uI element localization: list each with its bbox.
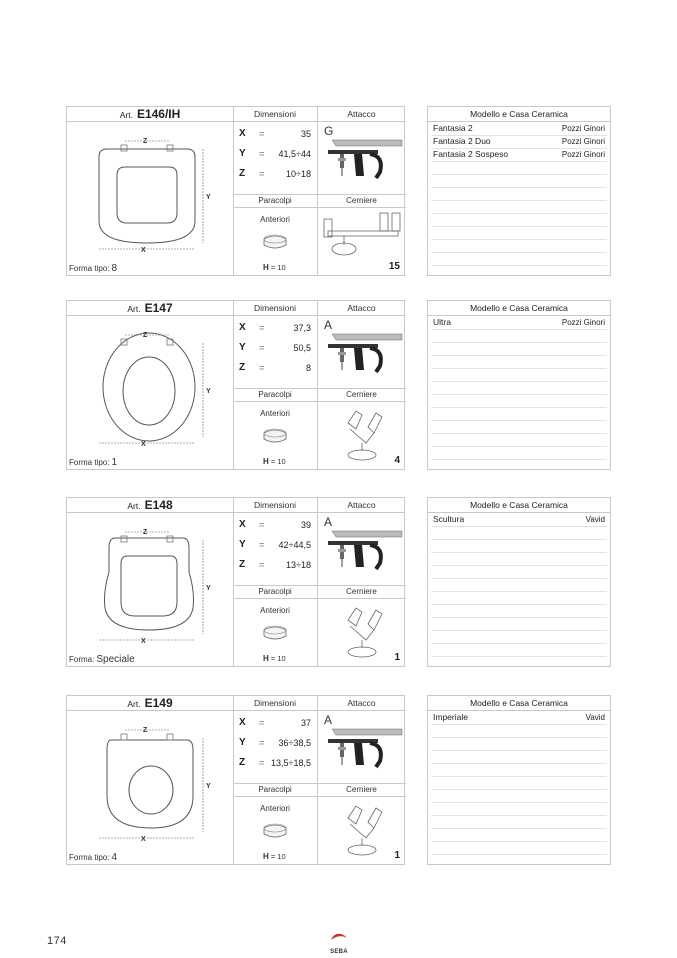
model-row bbox=[431, 591, 607, 605]
svg-text:Y: Y bbox=[206, 388, 211, 395]
dimensions bbox=[233, 315, 317, 388]
h-value: = 10 bbox=[270, 263, 286, 272]
model-row bbox=[431, 724, 607, 738]
forma-prefix: Forma tipo: bbox=[69, 458, 110, 467]
model-row bbox=[431, 763, 607, 777]
h-value: = 10 bbox=[270, 852, 286, 861]
model-row bbox=[431, 355, 607, 369]
art-prefix: Art. bbox=[119, 110, 133, 120]
h-label: H bbox=[263, 654, 269, 663]
dimensioni-header: Dimensioni bbox=[253, 109, 297, 119]
dim-x-value: 39 bbox=[300, 520, 311, 530]
dimensions bbox=[233, 710, 317, 783]
cerniere-header: Cerniere bbox=[346, 390, 377, 399]
attacco-letter: A bbox=[324, 515, 333, 529]
model-row bbox=[431, 135, 607, 149]
dim-z: Z = 13÷18 bbox=[239, 559, 311, 570]
model-row bbox=[431, 630, 607, 644]
dim-y: Y = 41,5÷44 bbox=[239, 148, 311, 159]
forma-prefix: Forma: bbox=[69, 655, 95, 664]
model-name: Ultra bbox=[433, 317, 451, 327]
dim-x-value: 35 bbox=[300, 129, 311, 139]
dim-x: X = 37 bbox=[239, 717, 311, 728]
dim-x-value: 37,3 bbox=[293, 323, 311, 333]
model-row bbox=[431, 394, 607, 408]
model-row bbox=[431, 381, 607, 395]
seba-logo-icon bbox=[328, 930, 350, 944]
art-label bbox=[67, 498, 233, 512]
art-code: E148 bbox=[144, 498, 173, 512]
attacco-diagram bbox=[318, 523, 406, 583]
dim-y: Y = 42÷44,5 bbox=[239, 539, 311, 550]
dim-y-value: 36÷38,5 bbox=[278, 738, 311, 748]
forma-prefix: Forma tipo: bbox=[69, 853, 110, 862]
dim-z: Z = 8 bbox=[239, 362, 311, 373]
art-label bbox=[67, 107, 233, 121]
buffer-wrap bbox=[258, 231, 292, 258]
hinge-wrap bbox=[318, 403, 406, 472]
buffer-wrap bbox=[258, 820, 292, 847]
dim-z: Z = 13,5÷18,5 bbox=[239, 757, 311, 768]
model-table bbox=[427, 497, 611, 667]
model-header: Modello e Casa Ceramica bbox=[428, 696, 610, 711]
buffer-height bbox=[263, 263, 286, 272]
model-row bbox=[431, 122, 607, 136]
model-row bbox=[431, 161, 607, 175]
model-row bbox=[431, 828, 607, 842]
art-label bbox=[67, 696, 233, 710]
cerniere-hinge-diagram bbox=[318, 600, 406, 664]
model-row bbox=[431, 513, 607, 527]
forma-label bbox=[69, 654, 135, 665]
dim-z-value: 8 bbox=[305, 363, 311, 373]
dim-y-value: 42÷44,5 bbox=[278, 540, 311, 550]
page-number: 174 bbox=[47, 935, 67, 947]
model-table bbox=[427, 300, 611, 470]
dim-y: Y = 36÷38,5 bbox=[239, 737, 311, 748]
seba-logo bbox=[328, 930, 350, 955]
model-row bbox=[431, 200, 607, 214]
cerniere-header: Cerniere bbox=[346, 587, 377, 596]
forma-prefix: Forma tipo: bbox=[69, 264, 110, 273]
dim-z-value: 13,5÷18,5 bbox=[271, 758, 311, 768]
hinge-number: 15 bbox=[388, 261, 400, 272]
attacco-cell bbox=[318, 122, 406, 194]
logo-text: SEBA bbox=[330, 949, 348, 955]
buffer-wrap bbox=[258, 425, 292, 452]
product-block bbox=[66, 497, 405, 667]
anteriori-label: Anteriori bbox=[260, 409, 290, 418]
product-block bbox=[66, 695, 405, 865]
seat-diagram bbox=[67, 315, 233, 455]
art-code: E146/IH bbox=[136, 107, 181, 121]
model-row bbox=[431, 841, 607, 855]
model-name: Scultura bbox=[433, 514, 465, 524]
model-row bbox=[431, 815, 607, 829]
h-label: H bbox=[263, 457, 269, 466]
hinge-number: 4 bbox=[394, 455, 400, 466]
paracolpi-buffer-icon bbox=[258, 425, 292, 447]
seat-outline-diagram bbox=[67, 710, 233, 850]
model-row bbox=[431, 368, 607, 382]
dim-x: X = 35 bbox=[239, 128, 311, 139]
model-row bbox=[431, 446, 607, 460]
svg-text:X: X bbox=[141, 441, 146, 448]
attacco-diagram bbox=[318, 721, 406, 781]
paracolpi-header: Paracolpi bbox=[258, 587, 292, 596]
h-value: = 10 bbox=[270, 457, 286, 466]
svg-text:Z: Z bbox=[143, 332, 148, 339]
forma-value: Speciale bbox=[96, 654, 135, 665]
dim-z: Z = 10÷18 bbox=[239, 168, 311, 179]
attacco-cell bbox=[318, 711, 406, 783]
attacco-diagram bbox=[318, 326, 406, 386]
dim-y: Y = 50,5 bbox=[239, 342, 311, 353]
dimensioni-header: Dimensioni bbox=[253, 500, 297, 510]
model-row bbox=[431, 737, 607, 751]
model-row bbox=[431, 789, 607, 803]
model-row bbox=[431, 565, 607, 579]
model-row bbox=[431, 578, 607, 592]
model-row bbox=[431, 329, 607, 343]
seat-diagram bbox=[67, 512, 233, 652]
h-label: H bbox=[263, 263, 269, 272]
product-block bbox=[66, 300, 405, 470]
hinge-number: 1 bbox=[394, 850, 400, 861]
dimensions bbox=[233, 512, 317, 585]
h-value: = 10 bbox=[270, 654, 286, 663]
forma-label bbox=[69, 852, 117, 863]
model-row bbox=[431, 617, 607, 631]
model-table bbox=[427, 695, 611, 865]
art-prefix: Art. bbox=[127, 699, 141, 709]
dim-x: X = 39 bbox=[239, 519, 311, 530]
paracolpi-header: Paracolpi bbox=[258, 196, 292, 205]
forma-value: 4 bbox=[111, 852, 118, 863]
cerniere-hinge-diagram bbox=[318, 403, 406, 467]
model-maker: Vavid bbox=[585, 515, 605, 524]
anteriori-label: Anteriori bbox=[260, 804, 290, 813]
model-name: Fantasia 2 Duo bbox=[433, 136, 491, 146]
cerniere-hinge-diagram bbox=[318, 209, 406, 265]
dimensioni-header: Dimensioni bbox=[253, 698, 297, 708]
svg-text:X: X bbox=[141, 638, 146, 645]
attacco-header: Attacco bbox=[347, 500, 376, 510]
paracolpi-header: Paracolpi bbox=[258, 785, 292, 794]
buffer-wrap bbox=[258, 622, 292, 649]
model-row bbox=[431, 604, 607, 618]
svg-text:Y: Y bbox=[206, 783, 211, 790]
buffer-height bbox=[263, 852, 286, 861]
model-row bbox=[431, 552, 607, 566]
svg-text:Y: Y bbox=[206, 194, 211, 201]
cerniere-header: Cerniere bbox=[346, 196, 377, 205]
model-row bbox=[431, 187, 607, 201]
model-row bbox=[431, 226, 607, 240]
model-maker: Vavid bbox=[585, 713, 605, 722]
attacco-letter: A bbox=[324, 713, 333, 727]
seat-diagram bbox=[67, 121, 233, 261]
hinge-wrap bbox=[318, 600, 406, 669]
art-code: E149 bbox=[144, 696, 173, 710]
dim-y-value: 50,5 bbox=[293, 343, 311, 353]
forma-value: 8 bbox=[111, 263, 118, 274]
svg-text:Y: Y bbox=[206, 585, 211, 592]
model-header: Modello e Casa Ceramica bbox=[428, 301, 610, 316]
attacco-cell bbox=[318, 316, 406, 388]
svg-text:Z: Z bbox=[143, 529, 148, 536]
svg-text:X: X bbox=[141, 836, 146, 843]
seat-diagram bbox=[67, 710, 233, 850]
dim-y-value: 41,5÷44 bbox=[278, 149, 311, 159]
model-row bbox=[431, 526, 607, 540]
model-maker: Pozzi Ginori bbox=[561, 150, 605, 159]
h-label: H bbox=[263, 852, 269, 861]
model-row bbox=[431, 776, 607, 790]
forma-value: 1 bbox=[111, 457, 118, 468]
paracolpi-buffer-icon bbox=[258, 622, 292, 644]
hinge-number: 1 bbox=[394, 652, 400, 663]
model-row bbox=[431, 174, 607, 188]
paracolpi-header: Paracolpi bbox=[258, 390, 292, 399]
anteriori-label: Anteriori bbox=[260, 215, 290, 224]
model-row bbox=[431, 433, 607, 447]
seat-outline-diagram bbox=[67, 121, 233, 261]
dim-x-value: 37 bbox=[300, 718, 311, 728]
model-row bbox=[431, 316, 607, 330]
model-name: Fantasia 2 Sospeso bbox=[433, 149, 509, 159]
attacco-letter: A bbox=[324, 318, 333, 332]
model-row bbox=[431, 420, 607, 434]
model-maker: Pozzi Ginori bbox=[561, 318, 605, 327]
model-name: Imperiale bbox=[433, 712, 468, 722]
model-row bbox=[431, 407, 607, 421]
attacco-header: Attacco bbox=[347, 698, 376, 708]
cerniere-header: Cerniere bbox=[346, 785, 377, 794]
art-prefix: Art. bbox=[127, 501, 141, 511]
dim-x: X = 37,3 bbox=[239, 322, 311, 333]
art-code: E147 bbox=[144, 301, 173, 315]
forma-label bbox=[69, 263, 117, 274]
dimensioni-header: Dimensioni bbox=[253, 303, 297, 313]
cerniere-hinge-diagram bbox=[318, 798, 406, 862]
model-row bbox=[431, 750, 607, 764]
model-row bbox=[431, 252, 607, 266]
seat-outline-diagram bbox=[67, 512, 233, 652]
seat-outline-diagram bbox=[67, 315, 233, 455]
product-block bbox=[66, 106, 405, 276]
attacco-letter: G bbox=[324, 124, 334, 138]
art-prefix: Art. bbox=[127, 304, 141, 314]
paracolpi-buffer-icon bbox=[258, 231, 292, 253]
dimensions bbox=[233, 121, 317, 194]
anteriori-label: Anteriori bbox=[260, 606, 290, 615]
model-header: Modello e Casa Ceramica bbox=[428, 498, 610, 513]
model-header: Modello e Casa Ceramica bbox=[428, 107, 610, 122]
model-row bbox=[431, 148, 607, 162]
model-row bbox=[431, 802, 607, 816]
dim-z-value: 10÷18 bbox=[286, 169, 311, 179]
attacco-cell bbox=[318, 513, 406, 585]
hinge-wrap bbox=[318, 798, 406, 867]
model-row bbox=[431, 643, 607, 657]
model-row bbox=[431, 539, 607, 553]
model-table bbox=[427, 106, 611, 276]
art-label bbox=[67, 301, 233, 315]
paracolpi-buffer-icon bbox=[258, 820, 292, 842]
svg-text:Z: Z bbox=[143, 138, 148, 145]
model-row bbox=[431, 711, 607, 725]
model-row bbox=[431, 342, 607, 356]
model-row bbox=[431, 213, 607, 227]
svg-text:X: X bbox=[141, 247, 146, 254]
attacco-diagram bbox=[318, 132, 406, 192]
model-maker: Pozzi Ginori bbox=[561, 137, 605, 146]
svg-text:Z: Z bbox=[143, 727, 148, 734]
attacco-header: Attacco bbox=[347, 109, 376, 119]
model-row bbox=[431, 239, 607, 253]
forma-label bbox=[69, 457, 117, 468]
attacco-header: Attacco bbox=[347, 303, 376, 313]
buffer-height bbox=[263, 457, 286, 466]
dim-z-value: 13÷18 bbox=[286, 560, 311, 570]
model-name: Fantasia 2 bbox=[433, 123, 473, 133]
model-maker: Pozzi Ginori bbox=[561, 124, 605, 133]
buffer-height bbox=[263, 654, 286, 663]
